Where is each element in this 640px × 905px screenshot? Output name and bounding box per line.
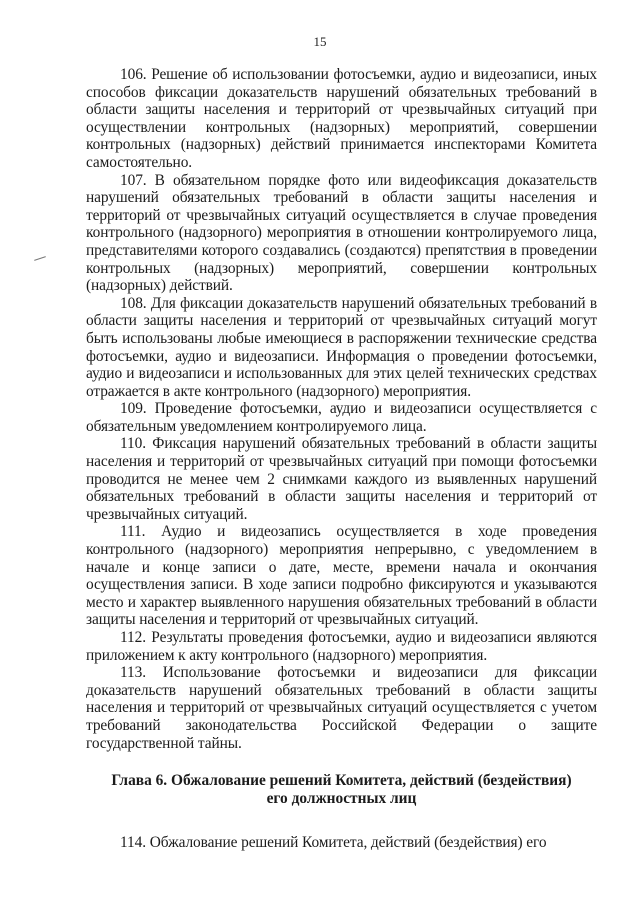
paragraph-114: 114. Обжалование решений Комитета, действий (бездействия) его	[120, 834, 547, 852]
page-number: 15	[313, 34, 327, 49]
paragraph-108: 108. Для фиксации доказательств нарушений обязательных требований в области защиты населения и территорий от чрезвычайных ситуаций могут быть использованы любые имеющиеся в распоряжении технические средства фотосъемки, аудио и видеозаписи. Информация о проведении фотосъемки, аудио и видеозаписи и использованных для этих целей технических средствах отражается в акте контрольного (надзорного) мероприятия.	[86, 294, 597, 400]
paragraph-109: 109. Проведение фотосъемки, аудио и видеозаписи осуществляется с обязательным уведомлением контролируемого лица.	[86, 400, 597, 435]
margin-mark	[34, 256, 46, 261]
chapter-heading-line1: Глава 6. Обжалование решений Комитета, действий (бездействия)	[111, 772, 572, 790]
paragraph-107: 107. В обязательном порядке фото или видеофиксация доказательств нарушений обязательных требований в области защиты населения и территорий от чрезвычайных ситуаций осуществляется в случае проведения контрольного (надзорного) мероприятия в отношении контролируемого лица, представителями которого создавались (создаются) препятствия в проведении контрольных (надзорных) мероприятий, совершении контрольных (надзорных) действий.	[86, 171, 597, 295]
paragraph-113: 113. Использование фотосъемки и видеозаписи для фиксации доказательств нарушений обязательных требований в области защиты населения и территорий от чрезвычайных ситуаций осуществляется с учетом требований законодательства Российской Федерации о защите государственной тайны.	[86, 664, 597, 752]
chapter-heading-line2: его должностных лиц	[266, 790, 417, 808]
document-body	[86, 66, 597, 852]
paragraph-110: 110. Фиксация нарушений обязательных требований в области защиты населения и территорий от чрезвычайных ситуаций при помощи фотосъемки проводится не менее чем 2 снимками каждого из выявленных нарушений обязательных требований в области защиты населения и территорий от чрезвычайных ситуаций.	[86, 435, 597, 523]
paragraph-106: 106. Решение об использовании фотосъемки, аудио и видеозаписи, иных способов фиксации доказательств нарушений обязательных требований в области защиты населения и территорий от чрезвычайных ситуаций при осуществлении контрольных (надзорных) мероприятий, совершении контрольных (надзорных) действий принимается инспекторами Комитета самостоятельно.	[86, 66, 597, 171]
paragraph-111: 111. Аудио и видеозапись осуществляется в ходе проведения контрольного (надзорного) мероприятия непрерывно, с уведомлением в начале и конце записи о дате, месте, времени начала и окончания осуществления записи. В ходе записи подробно фиксируются и указываются место и характер выявленного нарушения обязательных требований в области защиты населения и территорий от чрезвычайных ситуаций.	[86, 523, 597, 629]
chapter-heading	[86, 772, 597, 808]
paragraph-112: 112. Результаты проведения фотосъемки, аудио и видеозаписи являются приложением к акту контрольного (надзорного) мероприятия.	[86, 629, 597, 664]
